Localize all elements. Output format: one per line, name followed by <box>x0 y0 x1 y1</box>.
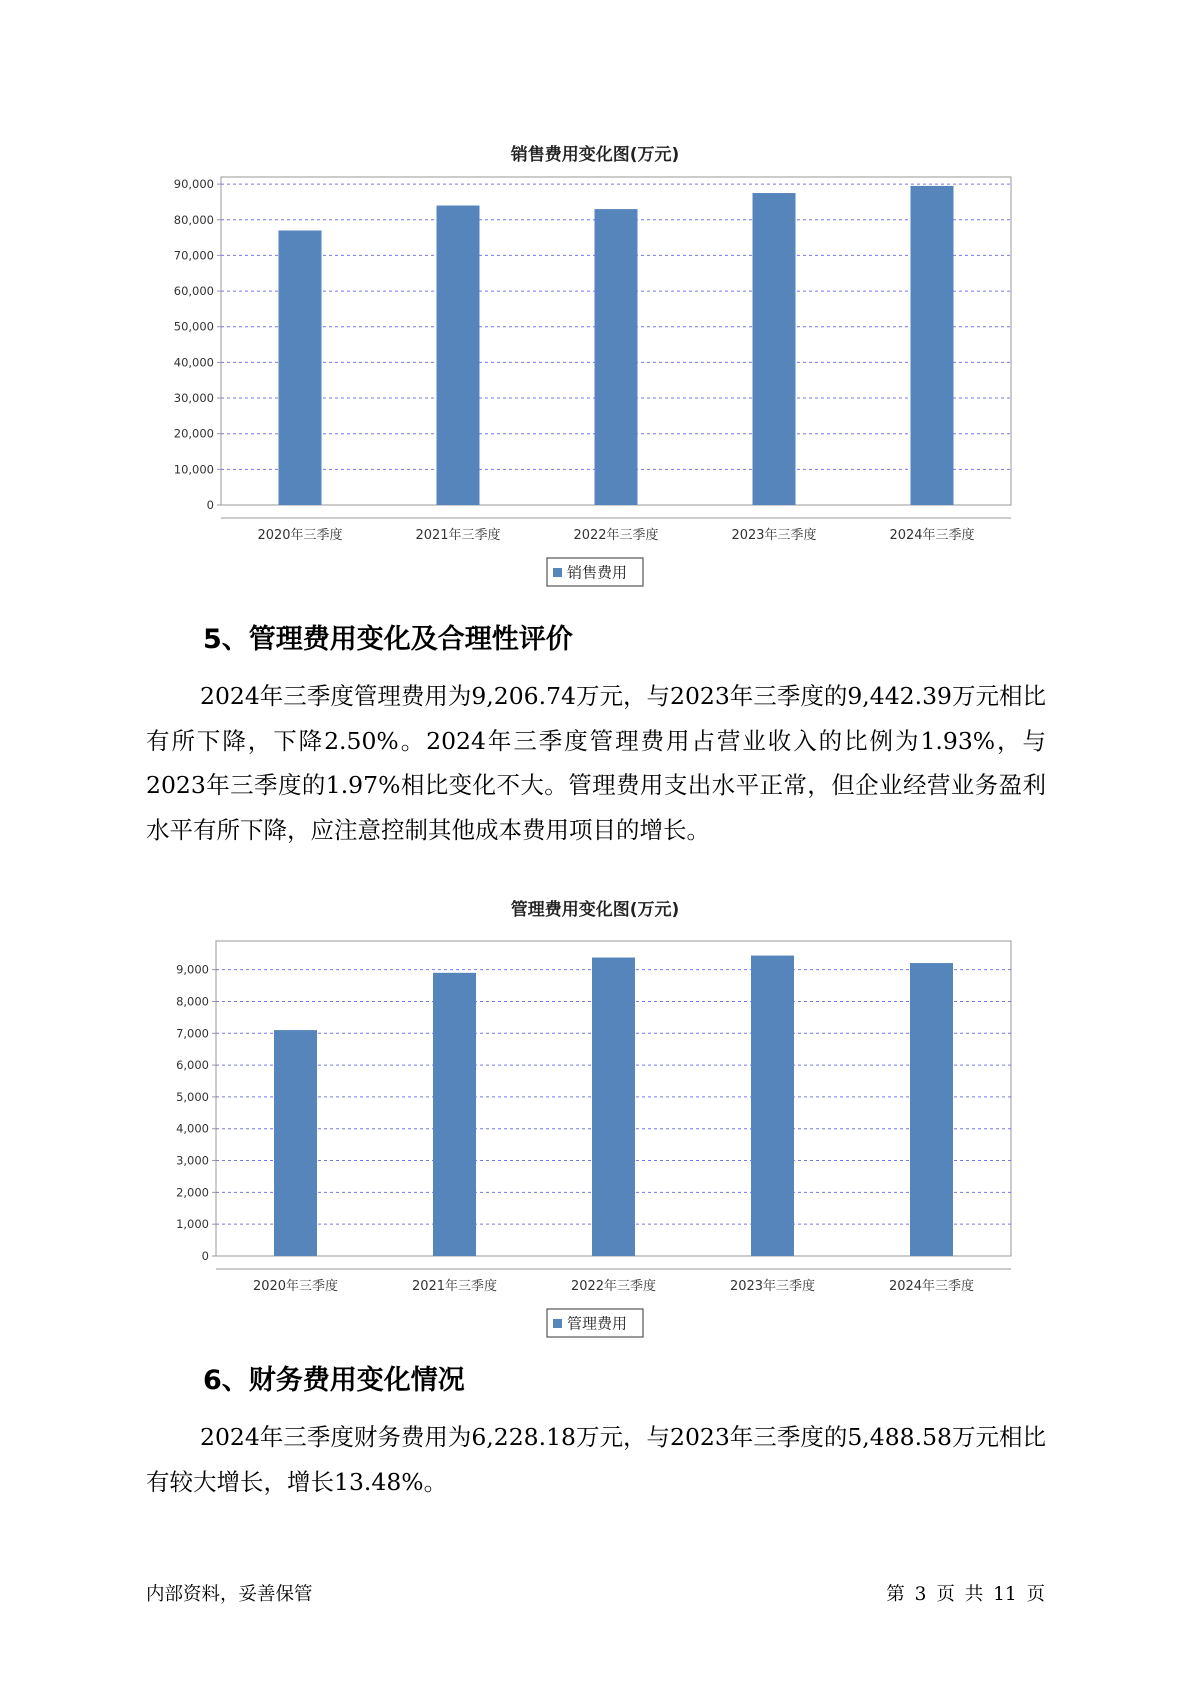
y-tick-label: 70,000 <box>173 248 214 263</box>
y-tick-label: 1,000 <box>176 1217 209 1232</box>
paragraph-finance-expense: 2024年三季度财务费用为6,228.18万元，与2023年三季度的5,488.58万元相比有较大增长，增长13.48%。 <box>146 1423 1046 1496</box>
chart-legend <box>547 558 643 586</box>
x-tick-label: 2023年三季度 <box>731 528 817 543</box>
bar-4 <box>753 193 796 505</box>
footer-confidential-note: 内部资料，妥善保管 <box>146 1584 313 1605</box>
bar-4 <box>751 956 794 1256</box>
x-tick-label: 2022年三季度 <box>570 1279 657 1294</box>
x-tick-label: 2020年三季度 <box>257 528 343 543</box>
legend-label: 管理费用 <box>567 1314 628 1333</box>
legend-swatch <box>553 1319 562 1328</box>
y-tick-label: 50,000 <box>173 319 214 334</box>
y-tick-label: 8,000 <box>176 994 209 1009</box>
y-tick-label: 20,000 <box>173 426 214 441</box>
admin-expense-chart <box>0 880 1191 1340</box>
legend-label: 销售费用 <box>567 563 628 582</box>
chart-legend <box>547 1309 643 1337</box>
legend-swatch <box>553 568 562 577</box>
paragraph-admin-expense: 2024年三季度管理费用为9,206.74万元，与2023年三季度的9,442.39万元相比有所下降，下降2.50%。2024年三季度管理费用占营业收入的比例为1.93%，与2023年三季度的1.97%相比变化不大。管理费用支出水平正常，但企业经营业务盈利水平有所下降，应注意控制其他成本费用项目的增长。 <box>146 682 1046 844</box>
y-tick-label: 4,000 <box>176 1121 209 1136</box>
y-tick-label: 40,000 <box>173 355 214 370</box>
y-tick-label: 6,000 <box>176 1058 209 1073</box>
y-tick-label: 80,000 <box>173 212 214 227</box>
bar-2 <box>433 973 476 1256</box>
y-tick-label: 5,000 <box>176 1089 209 1104</box>
bar-3 <box>592 958 635 1256</box>
chart-title: 管理费用变化图(万元) <box>510 900 680 920</box>
footer-page-number: 第 3 页 共 11 页 <box>886 1584 1045 1605</box>
x-tick-label: 2024年三季度 <box>888 1279 975 1294</box>
x-tick-label: 2023年三季度 <box>729 1279 816 1294</box>
section-heading-finance-expense: 6、财务费用变化情况 <box>203 1365 465 1396</box>
bar-2 <box>437 206 480 505</box>
y-tick-label: 2,000 <box>176 1185 209 1200</box>
y-tick-label: 7,000 <box>176 1026 209 1041</box>
chart-title: 销售费用变化图(万元) <box>510 145 680 165</box>
y-tick-label: 60,000 <box>173 284 214 299</box>
y-tick-label: 30,000 <box>173 391 214 406</box>
y-tick-label: 0 <box>201 1249 209 1263</box>
x-tick-label: 2020年三季度 <box>252 1279 339 1294</box>
bar-5 <box>910 963 953 1256</box>
section-heading-admin-expense: 5、管理费用变化及合理性评价 <box>203 624 573 655</box>
y-tick-label: 0 <box>206 498 214 512</box>
x-tick-label: 2021年三季度 <box>411 1279 498 1294</box>
y-tick-label: 10,000 <box>173 462 214 477</box>
x-tick-label: 2021年三季度 <box>415 528 501 543</box>
bar-1 <box>274 1030 317 1256</box>
bar-5 <box>911 186 954 505</box>
x-tick-label: 2024年三季度 <box>889 528 975 543</box>
y-tick-label: 90,000 <box>173 177 214 192</box>
x-tick-label: 2022年三季度 <box>573 528 659 543</box>
y-tick-label: 9,000 <box>176 962 209 977</box>
sales-expense-chart <box>0 130 1191 595</box>
bar-3 <box>595 209 638 505</box>
bar-1 <box>279 230 322 505</box>
y-tick-label: 3,000 <box>176 1153 209 1168</box>
